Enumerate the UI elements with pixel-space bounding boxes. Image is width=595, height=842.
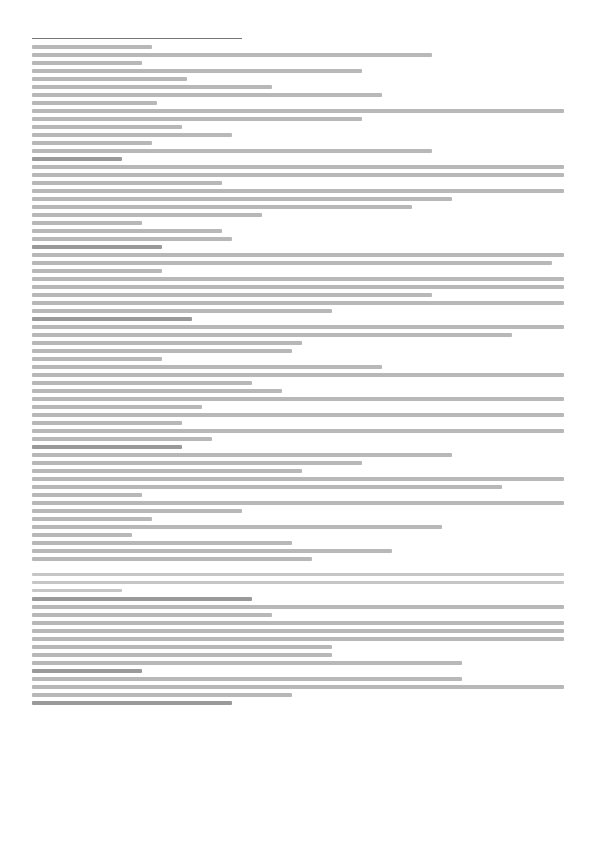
text-line-placeholder <box>32 365 382 369</box>
section-heading-placeholder <box>32 245 162 249</box>
section-heading-placeholder <box>32 317 192 321</box>
text-line-placeholder <box>32 181 222 185</box>
text-line-placeholder <box>32 101 157 105</box>
text-line-placeholder <box>32 533 132 537</box>
text-line-placeholder <box>32 509 242 513</box>
text-line-placeholder <box>32 133 232 137</box>
text-line-placeholder <box>32 125 182 129</box>
text-line-placeholder <box>32 637 564 641</box>
text-line-placeholder <box>32 389 282 393</box>
text-line-placeholder <box>32 693 292 697</box>
text-line-placeholder <box>32 493 142 497</box>
text-line-placeholder <box>32 485 502 489</box>
text-line-placeholder <box>32 429 564 433</box>
text-line-placeholder <box>32 293 432 297</box>
text-line-placeholder <box>32 93 382 97</box>
text-line-placeholder <box>32 685 564 689</box>
text-line-placeholder <box>32 277 564 281</box>
text-line-placeholder <box>32 205 412 209</box>
text-line-placeholder <box>32 613 272 617</box>
text-line-placeholder <box>32 461 362 465</box>
text-line-placeholder <box>32 253 564 257</box>
text-line-placeholder <box>32 541 292 545</box>
text-line-placeholder <box>32 301 564 305</box>
text-line-placeholder <box>32 173 564 177</box>
text-line-placeholder <box>32 421 182 425</box>
signature-rule <box>32 38 242 39</box>
text-line-placeholder <box>32 437 212 441</box>
text-line-placeholder <box>32 285 564 289</box>
text-line-placeholder <box>32 661 462 665</box>
text-line-placeholder <box>32 237 232 241</box>
text-line-placeholder <box>32 405 202 409</box>
text-line-placeholder <box>32 309 332 313</box>
text-line-placeholder <box>32 373 564 377</box>
text-line-placeholder <box>32 213 262 217</box>
text-line-placeholder <box>32 341 302 345</box>
text-line-placeholder <box>32 109 564 113</box>
text-line-placeholder <box>32 53 432 57</box>
text-line-placeholder <box>32 477 564 481</box>
section-heading-placeholder <box>32 597 252 601</box>
text-line-placeholder <box>32 397 564 401</box>
text-line-placeholder <box>32 605 564 609</box>
footnote-line-placeholder <box>32 581 564 584</box>
text-line-placeholder <box>32 333 512 337</box>
text-line-placeholder <box>32 269 162 273</box>
text-line-placeholder <box>32 557 312 561</box>
text-line-placeholder <box>32 261 552 265</box>
text-line-placeholder <box>32 357 162 361</box>
section-heading-placeholder <box>32 669 142 673</box>
text-line-placeholder <box>32 501 564 505</box>
text-line-placeholder <box>32 141 152 145</box>
text-line-placeholder <box>32 469 302 473</box>
text-line-placeholder <box>32 85 272 89</box>
text-line-placeholder <box>32 525 442 529</box>
text-line-placeholder <box>32 549 392 553</box>
text-line-placeholder <box>32 69 362 73</box>
text-line-placeholder <box>32 189 564 193</box>
text-line-placeholder <box>32 629 564 633</box>
text-line-placeholder <box>32 453 452 457</box>
text-line-placeholder <box>32 381 252 385</box>
text-line-placeholder <box>32 221 142 225</box>
text-line-placeholder <box>32 229 222 233</box>
text-line-placeholder <box>32 517 152 521</box>
text-line-placeholder <box>32 197 452 201</box>
footnote-line-placeholder <box>32 589 122 592</box>
text-line-placeholder <box>32 621 564 625</box>
text-line-placeholder <box>32 45 152 49</box>
section-heading-placeholder <box>32 157 122 161</box>
text-line-placeholder <box>32 165 564 169</box>
text-line-placeholder <box>32 61 142 65</box>
text-line-placeholder <box>32 645 332 649</box>
text-line-placeholder <box>32 117 362 121</box>
text-line-placeholder <box>32 349 292 353</box>
text-line-placeholder <box>32 677 462 681</box>
text-line-placeholder <box>32 149 432 153</box>
section-heading-placeholder <box>32 701 232 705</box>
text-line-placeholder <box>32 325 564 329</box>
text-line-placeholder <box>32 413 564 417</box>
text-line-placeholder <box>32 653 332 657</box>
footnote-line-placeholder <box>32 573 564 576</box>
text-line-placeholder <box>32 77 187 81</box>
section-heading-placeholder <box>32 445 182 449</box>
